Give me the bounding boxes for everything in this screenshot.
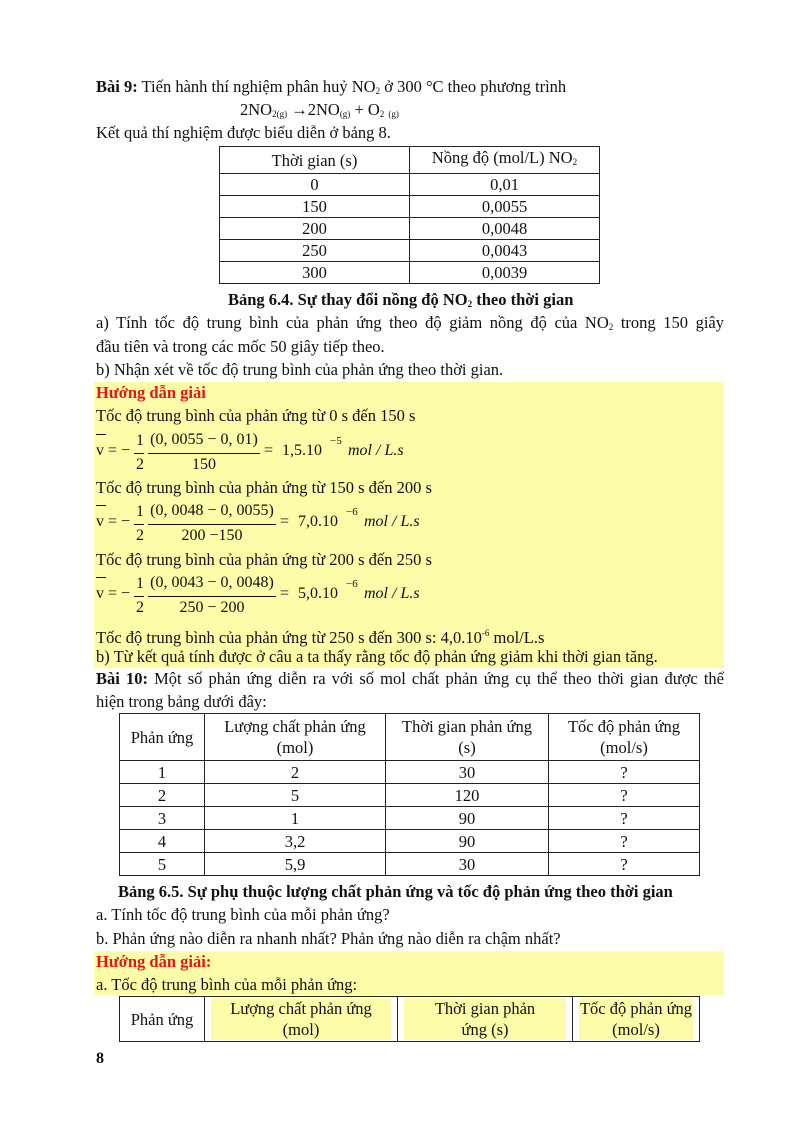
bai9-table bbox=[219, 146, 600, 284]
bai10-guide-heading: Hướng dẫn giải: bbox=[96, 952, 212, 971]
formula-3: v = − 1 2 (0, 0043 − 0, 0048) 250 − 200 = 5,0.10 −6 mol / L.s bbox=[96, 574, 420, 616]
bai10-table-caption: Bảng 6.5. Sự phụ thuộc lượng chất phản ứng và tốc độ phản ứng theo thời gian bbox=[118, 882, 673, 901]
table-row: 200 0,0048 bbox=[220, 218, 600, 240]
table-row: 4 3,2 90 ? bbox=[120, 830, 700, 853]
bai9-table-caption: Bảng 6.4. Sự thay đổi nồng độ $NO_2$ theo thời gian bbox=[228, 290, 574, 309]
step-2-text: Tốc độ trung bình của phản ứng từ 150 s đến 200 s bbox=[96, 478, 432, 497]
bai9-guide-heading: Hướng dẫn giải bbox=[96, 383, 206, 402]
table-header-row: Phản ứng Lượng chất phản ứng (mol) Thời gian phản ứng (s) Tốc độ phản ứng (mol/s) bbox=[120, 714, 700, 761]
table-header-row: Thời gian (s) Nồng độ (mol/L) $NO_2$ bbox=[220, 147, 600, 174]
bai10-answer-table bbox=[119, 996, 700, 1042]
table-row: 300 0,0039 bbox=[220, 262, 600, 284]
bai9-conclusion: b) Từ kết quả tính được ở câu a ta thấy rằng tốc độ phản ứng giảm khi thời gian tăng. bbox=[96, 647, 658, 666]
bai10-table bbox=[119, 713, 700, 876]
bai10-intro-cont: hiện trong bảng dưới đây: bbox=[96, 692, 267, 711]
table-row: 3 1 90 ? bbox=[120, 807, 700, 830]
bai9-result-line: Kết quả thí nghiệm được biểu diễn ở bảng 8. bbox=[96, 123, 391, 142]
table-row: 150 0,0055 bbox=[220, 196, 600, 218]
table-row: 250 0,0043 bbox=[220, 240, 600, 262]
step-4-text: Tốc độ trung bình của phản ứng từ 250 s đến 300 s: $4,0.10^{-6}$ mol/L.s bbox=[96, 628, 545, 647]
table-row: 0 0,01 bbox=[220, 174, 600, 196]
bai9-question-b: b) Nhận xét về tốc độ trung bình của phản ứng theo thời gian. bbox=[96, 360, 504, 379]
formula-1: v = − 1 2 (0, 0055 − 0, 01) 150 = 1,5.10 −5 mol / L.s bbox=[96, 431, 404, 473]
bai10-answer-a: a. Tốc độ trung bình của mỗi phản ứng: bbox=[96, 975, 358, 994]
bai10-question-a: a. Tính tốc độ trung bình của mỗi phản ứng? bbox=[96, 905, 390, 924]
bai10-title: Bài 10: bbox=[96, 669, 148, 688]
bai9-equation: $2NO_{2(g)} \to 2NO_{(g)} + O_2$ $_{(g)}$ bbox=[240, 100, 399, 119]
formula-2: v = − 1 2 (0, 0048 − 0, 0055) 200 −150 = 7,0.10 −6 mol / L.s bbox=[96, 502, 420, 544]
table-row: 2 5 120 ? bbox=[120, 784, 700, 807]
bai9-question-a-cont: đầu tiên và trong các mốc 50 giây tiếp theo. bbox=[96, 337, 385, 356]
step-3-text: Tốc độ trung bình của phản ứng từ 200 s đến 250 s bbox=[96, 550, 432, 569]
bai9-title: Bài 9: bbox=[96, 77, 138, 96]
bai10-intro: Bài 10: Một số phản ứng diễn ra với số mol chất phản ứng cụ thể theo thời gian được thể bbox=[96, 669, 725, 688]
bai9-intro: Bài 9: Tiến hành thí nghiệm phân huỷ $NO_2$ ở 300 °C theo phương trình bbox=[96, 77, 567, 96]
table-row: 1 2 30 ? bbox=[120, 761, 700, 784]
table-header-row: Phản ứng Lượng chất phản ứng (mol) Thời gian phản ứng (s) Tốc độ phản ứng (mol/s) bbox=[120, 997, 700, 1042]
bai10-question-b: b. Phản ứng nào diễn ra nhanh nhất? Phản ứng nào diễn ra chậm nhất? bbox=[96, 929, 561, 948]
table-row: 5 5,9 30 ? bbox=[120, 853, 700, 876]
step-1-text: Tốc độ trung bình của phản ứng từ 0 s đến 150 s bbox=[96, 406, 416, 425]
page-number: 8 bbox=[96, 1050, 104, 1067]
bai9-question-a: a) Tính tốc độ trung bình của phản ứng theo độ giảm nồng độ của $NO_2$ trong 150 giây bbox=[96, 313, 724, 332]
